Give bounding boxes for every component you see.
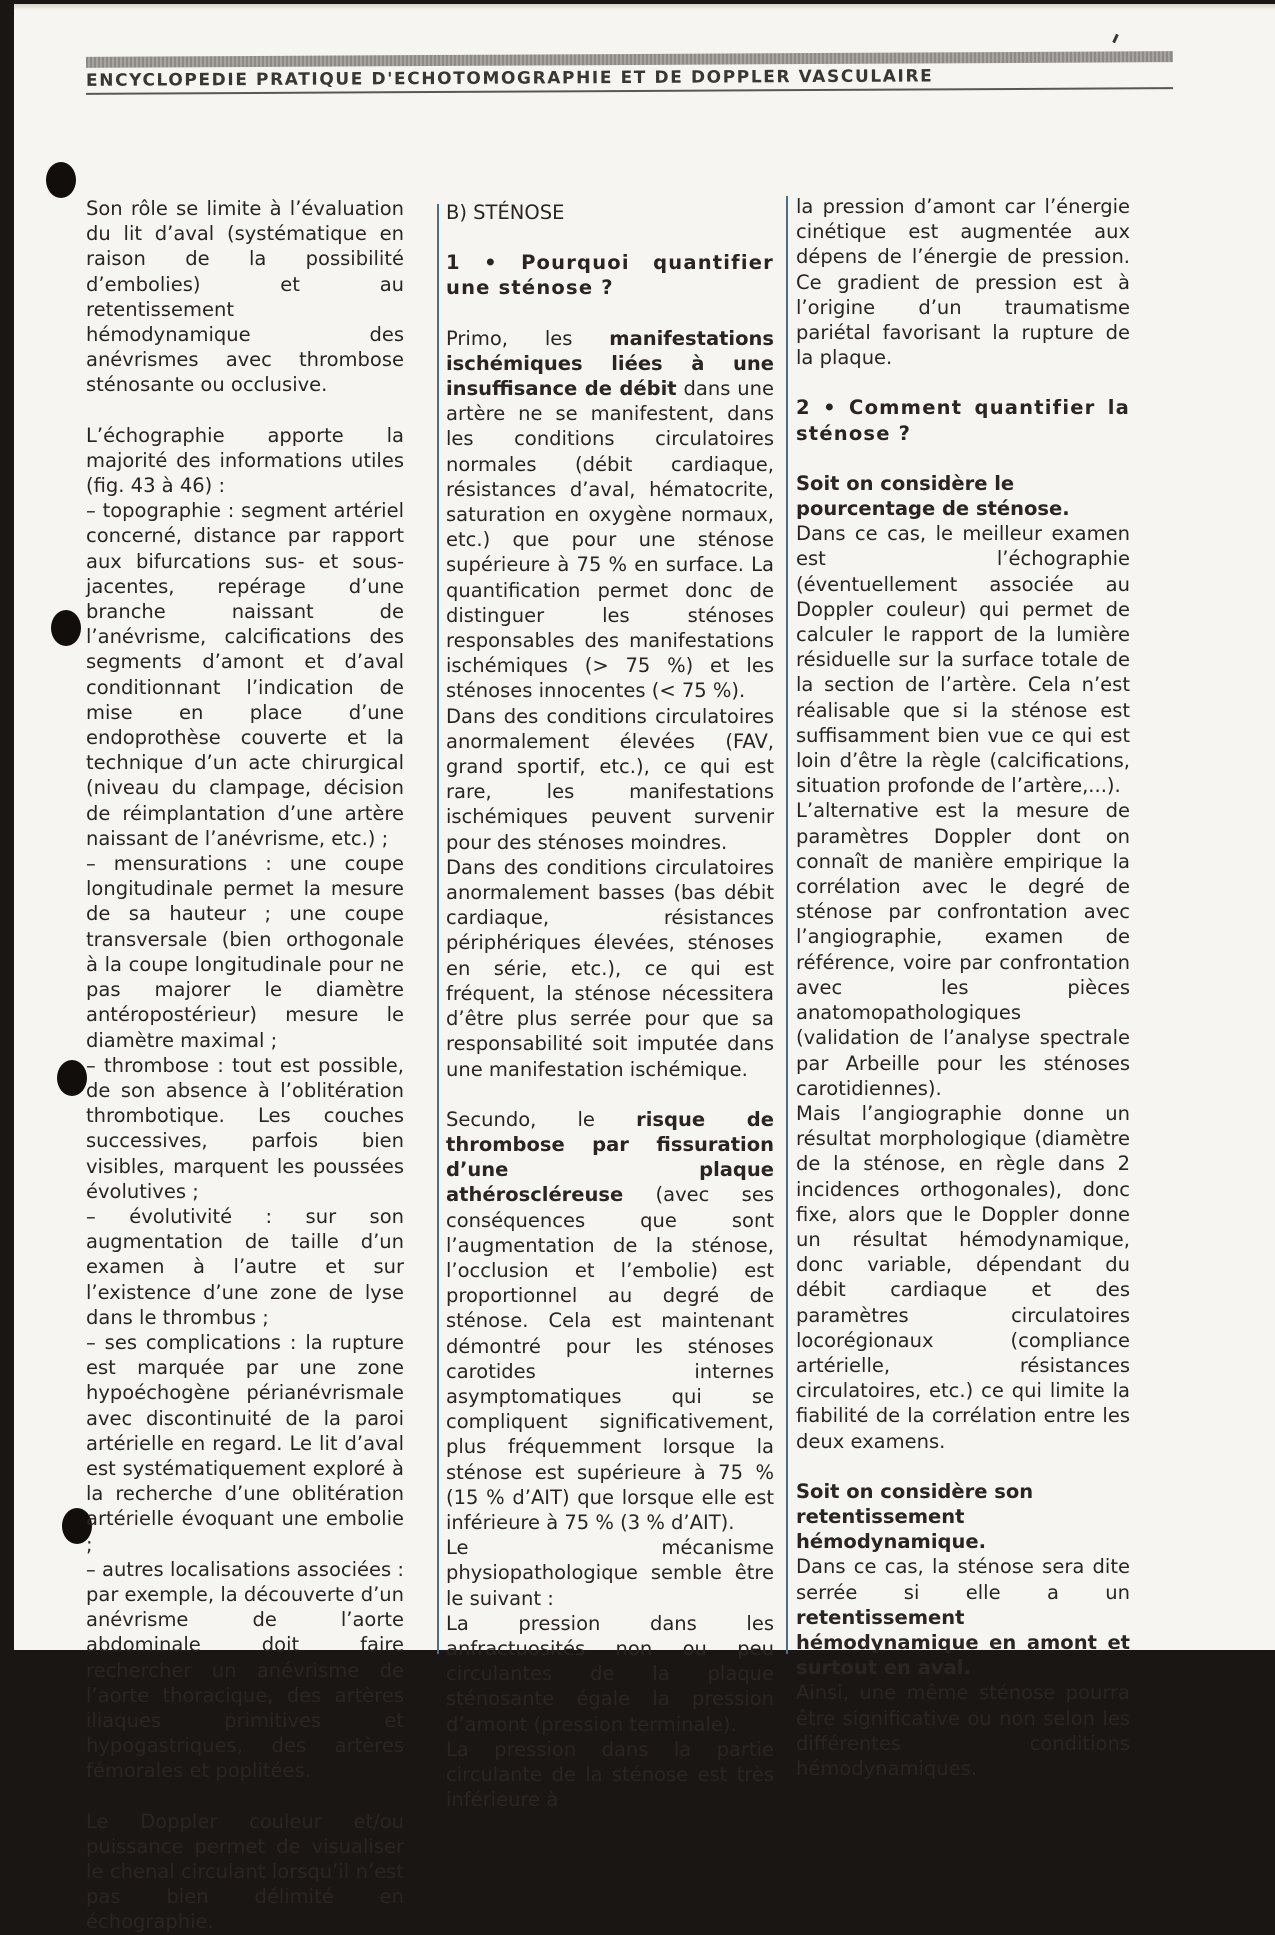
paragraph: Dans ce cas, le meilleur examen est l’échographie (éventuellement associée au Doppler couleur) qui permet de calculer le rapport de la lumière résiduelle sur la surface totale de la section de l’artère. Cela n’est réalisable que si la sténose est suffisamment bien vue ce qui est loin d’être la règle (calcifications, situation profonde de l’artère,...). [796, 522, 1130, 798]
list-item: – ses complications : la rupture est marquée par une zone hypoéchogène périanévrismale avec discontinuité de la paroi artérielle en regard. Le lit d’aval est systématiquement exploré à la recherche d’une oblitération artérielle évoquant une embolie ; [86, 1330, 404, 1556]
running-header: ENCYCLOPEDIE PRATIQUE D'ECHOTOMOGRAPHIE ET DE DOPPLER VASCULAIRE [85, 66, 934, 91]
column-2 [446, 200, 774, 1812]
paragraph: Dans ce cas, la sténose sera dite serrée si elle a un retentissement hémodynamique en amont et surtout en aval. [796, 1555, 1130, 1680]
section-heading: B) STÉNOSE [446, 201, 565, 224]
paragraph: Secundo, le risque de thrombose par fissuration d’une plaque athéroscléreuse (avec ses conséquences que sont l’augmentation de la sténose, l’occlusion et l’embolie) est proportionnel au degré de sténose. Cela est maintenant démontré pour les sténoses carotides internes asymptomatiques qui se compliquent significativement, plus fréquemment lorsque la sténose est supérieure à 75 % (15 % d’AIT) que lorsque elle est inférieure à 75 % (3 % d’AIT). [446, 1107, 774, 1534]
paragraph: La pression dans la partie circulante de la sténose est très inférieure à [446, 1737, 774, 1812]
column-3 [796, 194, 1130, 1781]
column-divider [437, 204, 439, 1654]
pen-mark [1112, 34, 1119, 43]
paragraph: Ainsi, une même sténose pourra être significative ou non selon les différentes conditions hémodynamiques. [796, 1681, 1130, 1780]
punch-hole [57, 1060, 87, 1096]
emphasis: retentissement hémodynamique en amont et surtout en aval. [796, 1605, 1130, 1680]
list-item: – thrombose : tout est possible, de son absence à l’oblitération thrombotique. Les couches successives, parfois bien visibles, marquent les poussées évolutives ; [86, 1053, 404, 1203]
emphasis: risque de thrombose par fissuration d’une plaque athéroscléreuse [446, 1107, 774, 1207]
paragraph: L’échographie apporte la majorité des informations utiles (fig. 43 à 46) : [86, 423, 404, 498]
paragraph: Le Doppler couleur et/ou puissance permet de visualiser le chenal circulant lorsqu’il n’est pas bien délimité en échographie. [86, 1809, 404, 1934]
column-divider [786, 196, 788, 1654]
subsection-heading: 2 • Comment quantifier la sténose ? [796, 396, 1130, 445]
paragraph: Son rôle se limite à l’évaluation du lit d’aval (systématique en raison de la possibilité d’embolies) et au retentissement hémodynamique des anévrismes avec thrombose sténosante ou occlusive. [86, 197, 404, 397]
subsection-heading: 1 • Pourquoi quantifier une sténose ? [446, 251, 774, 300]
paragraph: Mais l’angiographie donne un résultat morphologique (diamètre de la sténose, en règle dans 2 incidences orthogonales), donc fixe, alors que le Doppler donne un résultat hémodynamique, donc variable, dépendant du débit cardiaque et des paramètres circulatoires locorégionaux (compliance artérielle, résistances circulatoires, etc.) ce qui limite la fiabilité de la corrélation entre les deux examens. [796, 1101, 1130, 1453]
bold-lead: Soit on considère le pourcentage de sténose. [796, 471, 1070, 521]
column-1 [86, 196, 404, 1935]
punch-hole [46, 162, 76, 198]
paragraph: Dans des conditions circulatoires anormalement basses (bas débit cardiaque, résistances périphériques élevées, sténoses en série, etc.), ce qui est fréquent, la sténose nécessitera d’être plus serrée pour que sa responsabilité soit imputée dans une manifestation ischémique. [446, 855, 774, 1081]
list-item: – mensurations : une coupe longitudinale permet la mesure de sa hauteur ; une coupe transversale (bien orthogonale à la coupe longitudinale pour ne pas majorer le diamètre antéropostérieur) mesure le diamètre maximal ; [86, 852, 404, 1052]
bold-lead: Soit on considère son retentissement hémodynamique. [796, 1479, 1034, 1554]
page [14, 4, 1275, 1934]
paragraph: La pression dans les anfractuosités non ou peu circulantes de la plaque sténosante égale la pression d’amont (pression terminale). [446, 1611, 774, 1736]
paragraph: Primo, les manifestations ischémiques liées à une insuffisance de débit dans une artère ne se manifestent, dans les conditions circulatoires normales (débit cardiaque, résistances d’aval, hématocrite, saturation en oxygène normaux, etc.) que pour une sténose supérieure à 75 % en surface. La quantification permet donc de distinguer les sténoses responsables des manifestations ischémiques (> 75 %) et les sténoses innocentes (< 75 %). [446, 326, 774, 703]
list-item: – évolutivité : sur son augmentation de taille d’un examen à l’autre et sur l’existence d’une zone de lyse dans le thrombus ; [86, 1204, 404, 1329]
paragraph: Le mécanisme physiopathologique semble être le suivant : [446, 1536, 774, 1610]
paragraph: la pression d’amont car l’énergie cinétique est augmentée aux dépens de l’énergie de pression. Ce gradient de pression est à l’origine d’un traumatisme pariétal favorisant la rupture de la plaque. [796, 195, 1130, 370]
list-item: – autres localisations associées : par exemple, la découverte d’un anévrisme de l’aorte abdominale doit faire rechercher un anévrisme de l’aorte thoracique, des artères iliaques primitives et hypogastriques, des artères fémorales et poplitées. [86, 1557, 404, 1783]
list-item: – topographie : segment artériel concerné, distance par rapport aux bifurcations sus- et sous-jacentes, repérage d’une branche naissant de l’anévrisme, calcifications des segments d’amont et d’aval conditionnant l’indication de mise en place d’une endoprothèse couverte et la technique d’un acte chirurgical (niveau du clampage, décision de réimplantation d’une artère naissant de l’anévrisme, etc.) ; [86, 499, 404, 850]
paragraph: L’alternative est la mesure de paramètres Doppler dont on connaît de manière empirique la corrélation avec le degré de sténose par confrontation avec l’angiographie, examen de référence, voire par confrontation avec les pièces anatomopathologiques (validation de l’analyse spectrale par Arbeille pour les sténoses carotidiennes). [796, 799, 1130, 1100]
punch-hole [51, 610, 81, 646]
emphasis: manifestations ischémiques liées à une insuffisance de débit [446, 326, 774, 401]
paragraph: Dans des conditions circulatoires anormalement élevées (FAV, grand sportif, etc.), ce qui est rare, les manifestations ischémiques peuvent survenir pour des sténoses moindres. [446, 704, 774, 854]
